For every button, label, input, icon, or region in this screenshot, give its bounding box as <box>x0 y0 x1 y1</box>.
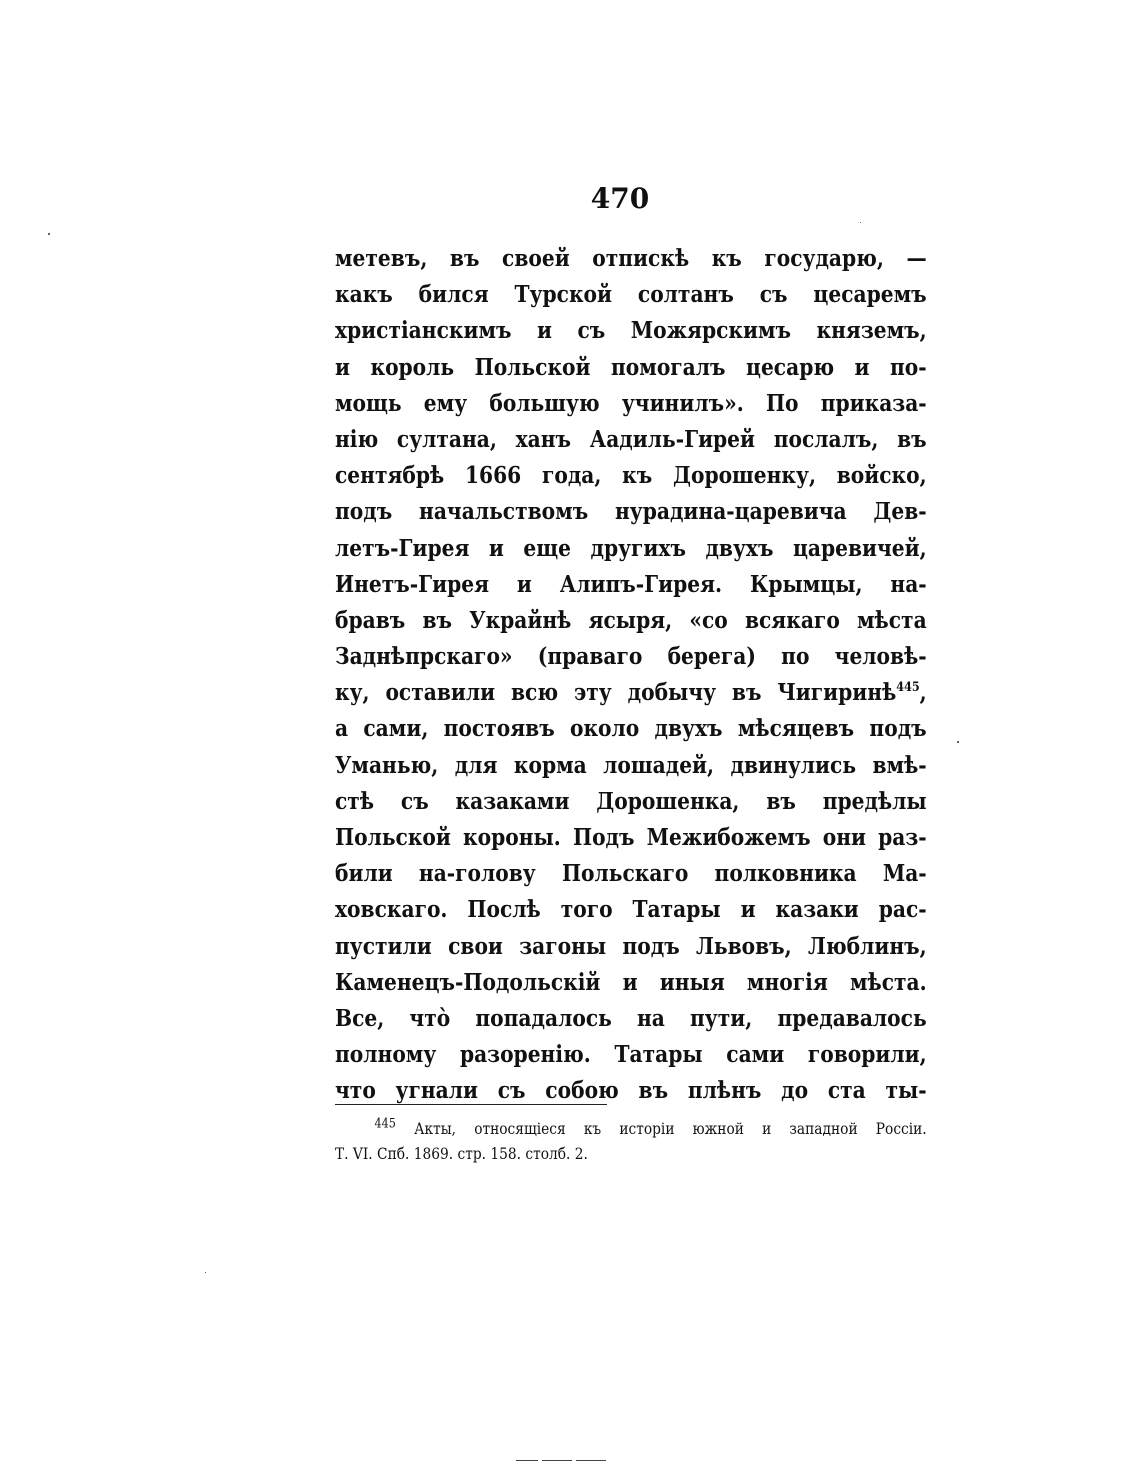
text-line: и король Польской помогалъ цесарю и по- <box>335 352 927 381</box>
text-line: какъ бился Турской солтанъ съ цесаремъ <box>335 280 927 309</box>
text-line: стѣ съ казаками Дорошенка, въ предѣлы <box>335 786 927 815</box>
text-line: ховскаго. Послѣ того Татары и казаки рас- <box>335 895 927 924</box>
scan-speck <box>957 741 959 743</box>
text-line: мощь ему большую учинилъ». По приказа- <box>335 388 927 417</box>
footnote-reference[interactable]: 445 <box>896 680 920 696</box>
text-line-body: ку, оставили всю эту добычу въ Чигиринѣ <box>335 678 897 707</box>
text-line: Уманью, для корма лошадей, двинулись вмѣ- <box>335 750 927 779</box>
footnote-line <box>335 1116 927 1141</box>
footnotes <box>335 1116 927 1166</box>
text-line-with-footnote-ref <box>335 674 927 710</box>
text-line: летъ-Гирея и еще другихъ двухъ царевичей, <box>335 533 927 562</box>
text-line: Польской короны. Подъ Межибожемъ они раз- <box>335 823 927 851</box>
footnote-line: Т. VI. Спб. 1869. стр. 158. столб. 2. <box>335 1144 588 1163</box>
text-line: Каменецъ-Подольскій и иныя многія мѣста. <box>335 967 927 996</box>
scan-dash <box>576 1460 606 1461</box>
text-line: Заднѣпрскаго» (праваго берега) по человѣ- <box>335 642 927 671</box>
scan-speck <box>860 222 861 223</box>
footnote-text: Акты, относящіеся къ исторіи южной и западной Россіи. <box>414 1119 927 1138</box>
text-line: христіанскимъ и съ Можярскимъ княземъ, <box>335 316 927 345</box>
scan-speck <box>48 233 50 235</box>
text-line: били на-голову Польскаго полковника Ма- <box>335 859 927 888</box>
text-line: сентябрѣ 1666 года, къ Дорошенку, войско, <box>335 461 927 490</box>
footnote-marker: 445 <box>374 1116 396 1132</box>
text-line: нію султана, ханъ Аадиль-Гирей послалъ, въ <box>335 424 927 453</box>
text-line-tail: , <box>919 678 927 707</box>
text-line: полному разоренію. Татары сами говорили, <box>335 1040 927 1069</box>
text-line: бравъ въ Украйнѣ ясыря, «со всякаго мѣста <box>335 605 927 634</box>
scan-dash <box>542 1460 572 1461</box>
text-line: Инетъ-Гирея и Алипъ-Гирея. Крымцы, на- <box>335 569 927 598</box>
scan-dash <box>516 1460 538 1461</box>
page-number: 470 <box>590 182 650 215</box>
text-line: что угнали съ собою въ плѣнъ до ста ты- <box>335 1076 927 1105</box>
text-line: подъ начальствомъ нурадина-царевича Дев- <box>335 497 927 526</box>
body-text <box>335 240 927 1109</box>
scan-speck <box>205 1272 206 1273</box>
text-line: Все, чтò попадалось на пути, предавалось <box>335 1003 927 1032</box>
text-line: метевъ, въ своей отпискѣ къ государю, — <box>335 244 927 272</box>
text-line: а сами, постоявъ около двухъ мѣсяцевъ подъ <box>335 714 927 743</box>
text-line: пустили свои загоны подъ Львовъ, Люблинъ, <box>335 931 927 960</box>
footnote-divider <box>335 1104 607 1105</box>
